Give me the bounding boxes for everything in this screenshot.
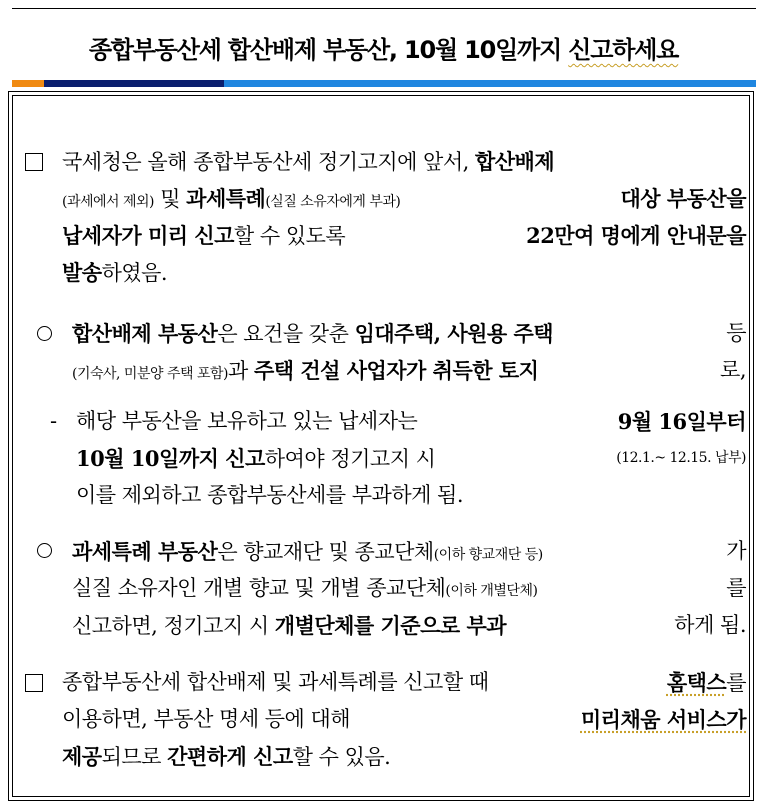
title-bar-navy (44, 80, 224, 87)
title-bar-orange (12, 80, 44, 87)
circle-bullet-icon (37, 543, 52, 558)
title-underlined-part: 신고하세요 (568, 36, 679, 64)
title-bar-blue (224, 80, 756, 87)
circle-bullet-icon (37, 326, 52, 341)
dash-bullet: - (50, 409, 58, 433)
paragraph-5: 종합부동산세 합산배제 및 과세특례를 신고할 때 홈택스를 이용하면, 부동산 명세 등에 대해 미리채움 서비스가 제공되므로 간편하게 신고할 수 있음. (62, 670, 746, 769)
square-bullet-icon (25, 674, 43, 692)
paragraph-4: 과세특례 부동산은 향교재단 및 종교단체(이하 향교재단 등) 가 실질 소유자인 개별 향교 및 개별 종교단체(이하 개별단체) 를 신고하면, 정기고지 시 개별단체를 기준으로 부과 하게 됨. (72, 539, 746, 638)
paragraph-2: 합산배제 부동산은 요건을 갖춘 임대주택, 사원용 주택 등 (기숙사, 미분양 주택 포함)과 주택 건설 사업자가 취득한 토지 로, (72, 321, 746, 383)
paragraph-3: 해당 부동산을 보유하고 있는 납세자는 9월 16일부터 10월 10일까지 신고하여야 정기고지 시 (12.1.~ 12.15. 납부) 이를 제외하고 종합부동산세를 부과하게 됨. (76, 409, 746, 507)
square-bullet-icon (25, 153, 43, 171)
paragraph-1: 국세청은 올해 종합부동산세 정기고지에 앞서, 합산배제 (과세에서 제외) 및 과세특례(실질 소유자에게 부과) 대상 부동산을 납세자가 미리 신고할 수 있도록 22만여 명에게 안내문을 발송하였음. (62, 149, 746, 285)
page-title: 종합부동산세 합산배제 부동산, 10월 10일까지 신고하세요 (88, 36, 679, 64)
top-rule (12, 8, 756, 9)
